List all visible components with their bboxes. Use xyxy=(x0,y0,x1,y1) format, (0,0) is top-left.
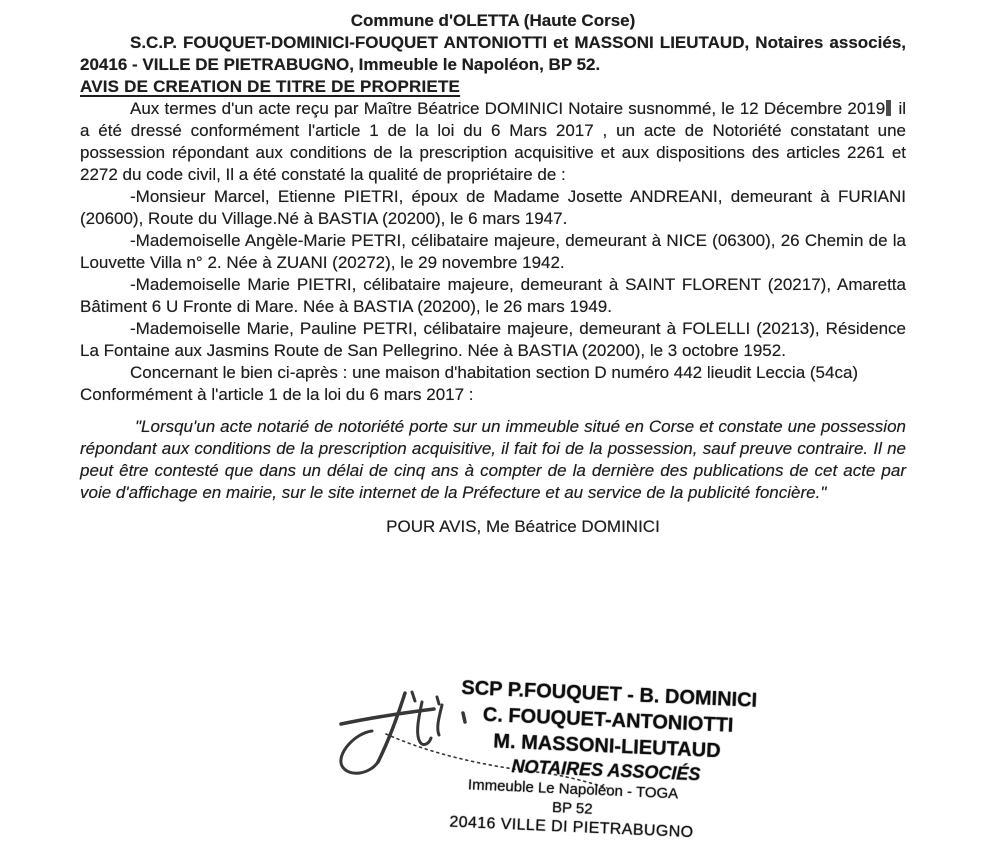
commune-header: Commune d'OLETTA (Haute Corse) xyxy=(350,11,636,30)
owner-paragraph-3: -Mademoiselle Marie PIETRI, célibataire majeure, demeurant à SAINT FLORENT (20217), Amaretta Bâtiment 6 U Fronte di Mare. Née à BASTIA (20200), le 26 mars 1949. xyxy=(80,275,906,316)
owner-paragraph-4: -Mademoiselle Marie, Pauline PETRI, célibataire majeure, demeurant à FOLELLI (20213), Résidence La Fontaine aux Jasmins Route de San Pellegrino. Née à BASTIA (20200), le 3 octobre 1952. xyxy=(80,319,906,360)
document-body xyxy=(80,10,906,538)
owner-paragraph-1: -Monsieur Marcel, Etienne PIETRI, époux de Madame Josette ANDREANI, demeurant à FURIANI (20600), Route du Village.Né à BASTIA (20200), le 6 mars 1947. xyxy=(80,187,906,228)
notary-stamp xyxy=(433,674,780,846)
notary-office-header: S.C.P. FOUQUET-DOMINICI-FOUQUET ANTONIOTTI et MASSONI LIEUTAUD, Notaires associés, 20416 - VILLE DE PIETRABUGNO, Immeuble le Napoléon, BP 52. xyxy=(80,33,906,74)
stamp-notary-name-2: C. FOUQUET-ANTONIOTTI xyxy=(482,703,734,737)
pour-avis-line: POUR AVIS, Me Béatrice DOMINICI xyxy=(386,517,660,536)
intro-text-before-cursor: Aux termes d'un acte reçu par Maître Béatrice DOMINICI Notaire susnommé, le 12 Décembre 2019 xyxy=(130,99,886,118)
stamp-notary-name-1: SCP P.FOUQUET - B. DOMINICI xyxy=(460,676,758,712)
stamp-notary-name-3: M. MASSONI-LIEUTAUD xyxy=(492,730,722,763)
stamp-address-bp: BP 52 xyxy=(551,799,593,818)
owner-paragraph-2: -Mademoiselle Angèle-Marie PETRI, célibataire majeure, demeurant à NICE (06300), 26 Chemin de la Louvette Villa n° 2. Née à ZUANI (20272), le 29 novembre 1942. xyxy=(80,231,906,272)
intro-text-after-cursor: il a été dressé conformément l'article 1 de la loi du 6 Mars 2017 , un acte de Notoriété constatant une possession répondant aux conditions de la prescription acquisitive et aux dispositions des articles 2261 et 2272 du code civil, Il a été constaté la qualité de propriétaire de : xyxy=(80,99,906,184)
notice-title xyxy=(80,76,906,98)
scan-cursor-artifact-icon xyxy=(886,100,891,116)
stamp-address-city: 20416 VILLE DI PIETRABUGNO xyxy=(449,813,694,842)
stamp-address-building: Immeuble Le Napoléon - TOGA xyxy=(467,776,679,803)
law-reference-line: Conformément à l'article 1 de la loi du 6 mars 2017 : xyxy=(80,385,474,404)
property-paragraph: Concernant le bien ci-après : une maison d'habitation section D numéro 442 lieudit Leccia (54ca) xyxy=(130,363,859,382)
stamp-notaires-associes: NOTAIRES ASSOCIÉS xyxy=(511,756,701,785)
legal-quote-paragraph: "Lorsqu'un acte notarié de notoriété porte sur un immeuble situé en Corse et constate une possession répondant aux conditions de la prescription acquisitive, il fait foi de la possession, sauf preuve contraire. Il ne peut être contesté que dans un délai de cinq ans à compter de la dernière des publications de cet acte par voie d'affichage en mairie, sur le site internet de la Préfecture et au service de la publicité foncière." xyxy=(80,417,906,502)
notice-title-text: AVIS DE CREATION DE TITRE DE PROPRIETE xyxy=(80,77,461,96)
intro-paragraph xyxy=(80,98,906,186)
